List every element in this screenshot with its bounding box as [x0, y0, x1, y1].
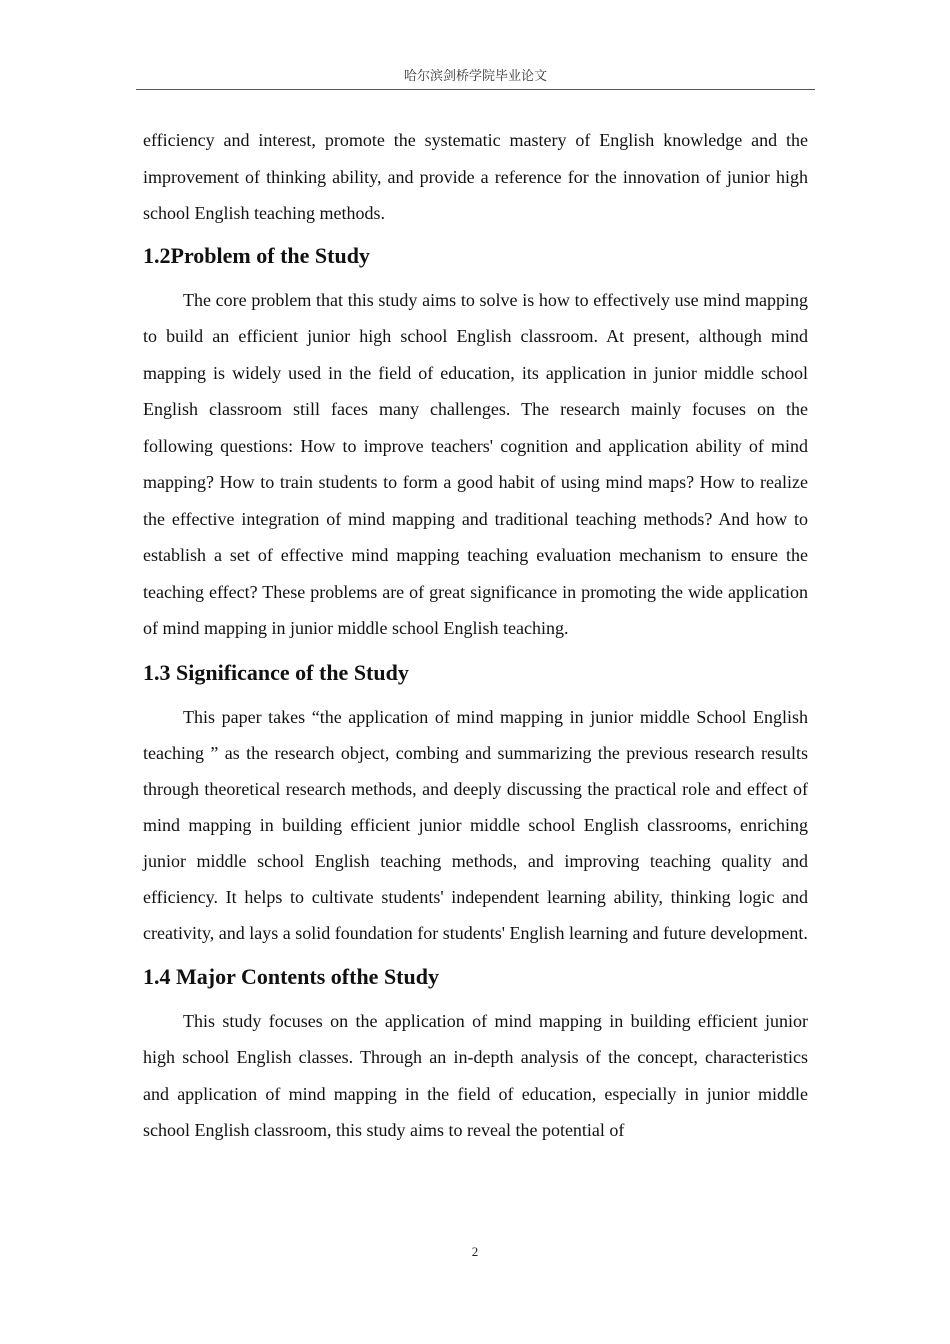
running-header: 哈尔滨剑桥学院毕业论文 [403, 69, 547, 84]
continuation-paragraph: efficiency and interest, promote the systematic mastery of English knowledge and the improvement of thinking ability, and provide a reference for the innovation of junior high school English teaching methods. [143, 130, 808, 223]
header-rule [136, 89, 815, 90]
section-heading-1-4: 1.4 Major Contents ofthe Study [143, 963, 439, 989]
section-heading-1-2: 1.2Problem of the Study [143, 242, 370, 268]
section-heading-1-3: 1.3 Significance of the Study [143, 659, 409, 685]
page-number: 2 [471, 1244, 479, 1259]
section-paragraph-1-2: The core problem that this study aims to solve is how to effectively use mind mapping to build an efficient junior high school English classroom. At present, although mind mapping is widely used in the field of education, its application in junior middle school English classroom still faces many challenges. The research mainly focuses on the following questions: How to improve teachers' cognition and application ability of mind mapping? How to train students to form a good habit of using mind maps? How to realize the effective integration of mind mapping and traditional teaching methods? And how to establish a set of effective mind mapping teaching evaluation mechanism to ensure the teaching effect? These problems are of great significance in promoting the wide application of mind mapping in junior middle school English teaching. [143, 289, 808, 638]
page-content [143, 122, 808, 1149]
section-paragraph-1-3: This paper takes “the application of mind mapping in junior middle School English teaching ” as the research object, combing and summarizing the previous research results through theoretical research methods, and deeply discussing the practical role and effect of mind mapping in building efficient junior middle school English classrooms, enriching junior middle school English teaching methods, and improving teaching quality and efficiency. It helps to cultivate students' independent learning ability, thinking logic and creativity, and lays a solid foundation for students' English learning and future development. [143, 706, 808, 943]
section-paragraph-1-4: This study focuses on the application of mind mapping in building efficient junior high school English classes. Through an in-depth analysis of the concept, characteristics and application of mind mapping in the field of education, especially in junior middle school English classroom, this study aims to reveal the potential of [143, 1010, 808, 1140]
